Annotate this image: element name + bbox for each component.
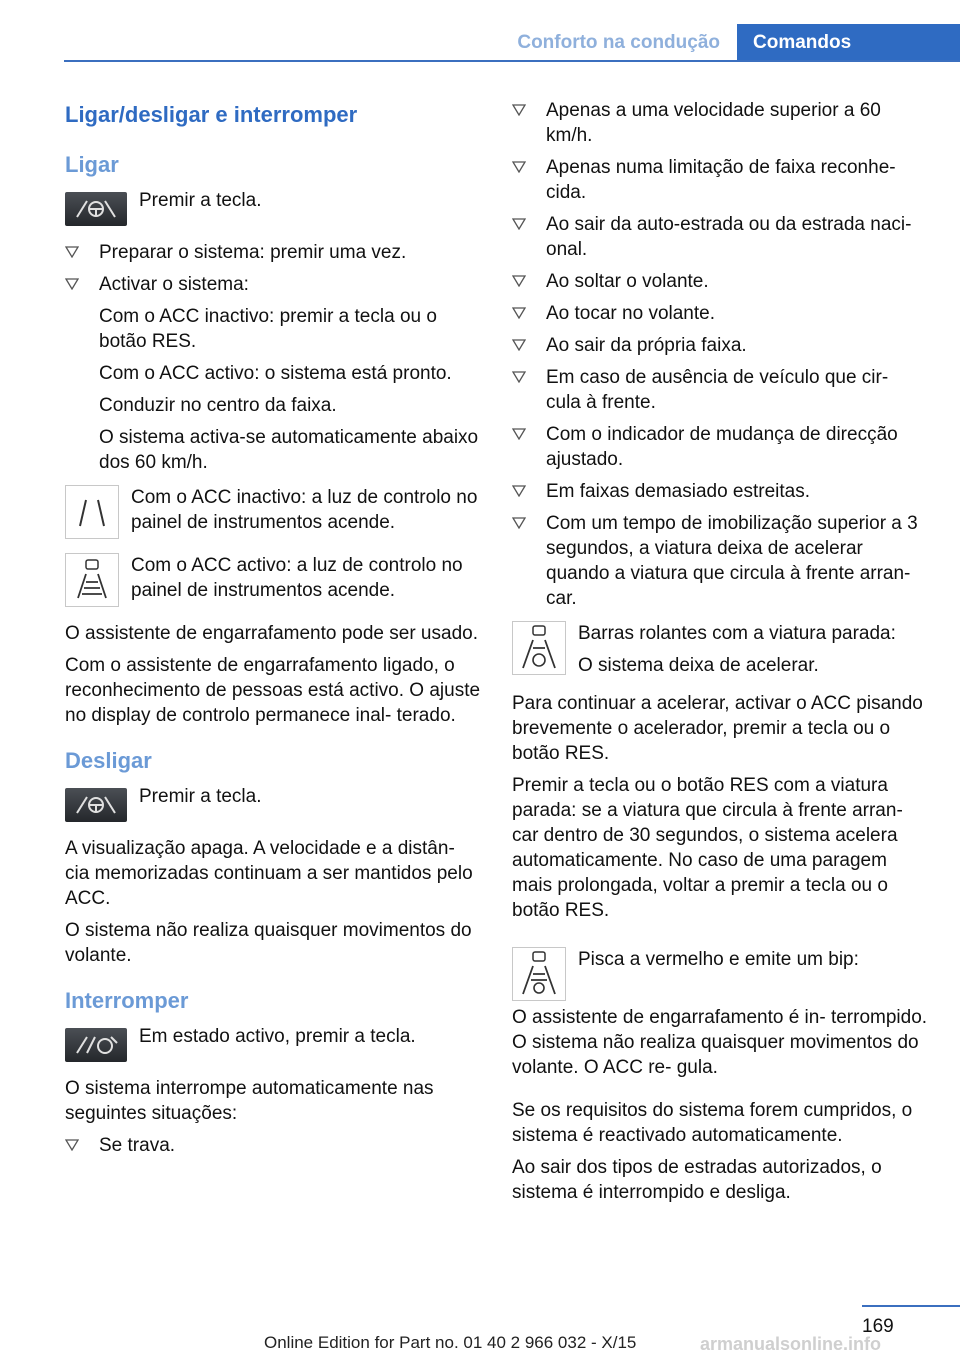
watermark: armanualsonline.info <box>700 1334 882 1354</box>
list-item <box>512 365 928 415</box>
paragraph: Para continuar a acelerar, activar o ACC pisando brevemente o acelerador, premir a tecla ou o botão RES. <box>512 693 923 764</box>
key-interrupt-text: Em estado activo, premir a tecla. <box>139 1026 416 1047</box>
bullet-text: Com um tempo de imobilização superior a 3 segundos, a viatura deixa de acelerar quando a viatura que circula à frente arran- car. <box>546 513 918 609</box>
activate-line: O sistema activa-se automaticamente abaixo dos 60 km/h. <box>99 427 479 473</box>
lane-assist-key-icon <box>65 192 127 226</box>
bullet-text: Se trava. <box>99 1135 176 1156</box>
red-traffic-jam-indicator-icon <box>512 947 566 1001</box>
paragraph: A visualização apaga. A velocidade e a distân- cia memorizadas continuam a ser mantidos pelo ACC. <box>65 838 473 909</box>
indicator-row-blink <box>512 947 928 1001</box>
lane-assist-key-icon <box>65 788 127 822</box>
right-column <box>512 98 928 1212</box>
bullet-triangle-icon <box>65 246 79 258</box>
bars-title: Barras rolantes com a viatura parada: <box>578 623 896 644</box>
list-item <box>512 155 928 205</box>
bullet-triangle-icon <box>512 275 526 287</box>
paragraph: O assistente de engarrafamento é in- terrompido. O sistema não realiza quaisquer movimentos do volante. O ACC re- gula. <box>512 1007 928 1078</box>
key-on-text: Premir a tecla. <box>139 190 262 211</box>
list-item <box>512 269 928 294</box>
bullet-triangle-icon <box>512 371 526 383</box>
bullet-triangle-icon <box>65 1139 79 1151</box>
bullet-text: Ao soltar o volante. <box>546 271 709 292</box>
footer-rule <box>862 1305 960 1307</box>
key-row-on <box>65 188 481 226</box>
paragraph: O assistente de engarrafamento pode ser usado. <box>65 623 478 644</box>
list-item <box>512 333 928 358</box>
list-item <box>512 98 928 148</box>
bullet-triangle-icon <box>512 307 526 319</box>
list-item <box>65 1133 481 1158</box>
bullet-text: Ao sair da auto-estrada ou da estrada naci- onal. <box>546 214 912 260</box>
bullet-triangle-icon <box>512 218 526 230</box>
bullet-triangle-icon <box>512 517 526 529</box>
bullet-text: Ao sair da própria faixa. <box>546 335 747 356</box>
lane-lines-indicator-icon <box>65 485 119 539</box>
edition-footer: Online Edition for Part no. 01 40 2 966 032 - X/15 <box>264 1333 637 1352</box>
header-rule <box>64 60 960 62</box>
paragraph: Com o assistente de engarrafamento ligado, o reconhecimento de pessoas está activo. O ajuste no display de controlo permanece inal- terado. <box>65 655 481 726</box>
activate-line: Com o ACC inactivo: premir a tecla ou o botão RES. <box>99 306 437 352</box>
rolling-bars-indicator-icon <box>512 621 566 675</box>
indicator-row-bars <box>512 621 928 685</box>
list-item <box>65 240 481 265</box>
list-item <box>512 511 928 611</box>
bullet-text: Em caso de ausência de veículo que cir- cula à frente. <box>546 367 889 413</box>
bullet-triangle-icon <box>512 485 526 497</box>
bullet-triangle-icon <box>65 278 79 290</box>
key-row-off <box>65 784 481 822</box>
bullet-text: Apenas a uma velocidade superior a 60 km/h. <box>546 100 881 146</box>
key-off-text: Premir a tecla. <box>139 786 262 807</box>
section-title: Ligar/desligar e interromper <box>65 102 358 127</box>
list-item <box>512 212 928 262</box>
interrupt-conditions-list <box>512 98 928 611</box>
key-row-interrupt <box>65 1024 481 1062</box>
paragraph: Premir a tecla ou o botão RES com a viatura parada: se a viatura que circula à frente arran- car dentro de 30 segundos, o sistema acelera automaticamente. No caso de uma paragem mais prolongada, voltar a premir a tecla ou o botão RES. <box>512 775 903 921</box>
indicator-row-inactive <box>65 485 481 539</box>
bullet-triangle-icon <box>512 161 526 173</box>
indicator-active-text: Com o ACC activo: a luz de controlo no painel de instrumentos acende. <box>131 555 463 601</box>
paragraph: Se os requisitos do sistema forem cumpridos, o sistema é reactivado automaticamente. <box>512 1100 913 1146</box>
heading-off: Desligar <box>65 748 152 773</box>
bullet-triangle-icon <box>512 104 526 116</box>
paragraph: O sistema interrompe automaticamente nas seguintes situações: <box>65 1078 434 1124</box>
header-chapter-tab: Comandos <box>737 24 960 62</box>
bars-line: O sistema deixa de acelerar. <box>578 655 819 676</box>
bullet-triangle-icon <box>512 339 526 351</box>
heading-on: Ligar <box>65 152 119 177</box>
page-number: 169 <box>862 1316 894 1337</box>
indicator-row-active <box>65 553 481 607</box>
list-item <box>65 272 481 475</box>
bullet-text: Com o indicador de mudança de direcção ajustado. <box>546 424 898 470</box>
interrupt-bullet-list <box>65 1133 481 1158</box>
bullet-text: Ao tocar no volante. <box>546 303 715 324</box>
bullet-triangle-icon <box>512 428 526 440</box>
interrupt-key-icon <box>65 1028 127 1062</box>
traffic-jam-assist-indicator-icon <box>65 553 119 607</box>
indicator-inactive-text: Com o ACC inactivo: a luz de controlo no painel de instrumentos acende. <box>131 487 478 533</box>
left-column <box>65 98 481 1168</box>
on-bullet-list <box>65 240 481 475</box>
activate-line: Conduzir no centro da faixa. <box>99 395 337 416</box>
bullet-text: Em faixas demasiado estreitas. <box>546 481 811 502</box>
bullet-text: Preparar o sistema: premir uma vez. <box>99 242 407 263</box>
list-item <box>512 479 928 504</box>
list-item <box>512 422 928 472</box>
list-item <box>512 301 928 326</box>
bullet-text: Activar o sistema: <box>99 274 249 295</box>
header-section-title: Conforto na condução <box>517 32 720 53</box>
paragraph: O sistema não realiza quaisquer movimentos do volante. <box>65 920 472 966</box>
heading-interrupt: Interromper <box>65 988 189 1013</box>
blink-title: Pisca a vermelho e emite um bip: <box>578 949 859 970</box>
activate-line: Com o ACC activo: o sistema está pronto. <box>99 363 452 384</box>
bullet-text: Apenas numa limitação de faixa reconhe- cida. <box>546 157 896 203</box>
paragraph: Ao sair dos tipos de estradas autorizados, o sistema é interrompido e desliga. <box>512 1157 882 1203</box>
